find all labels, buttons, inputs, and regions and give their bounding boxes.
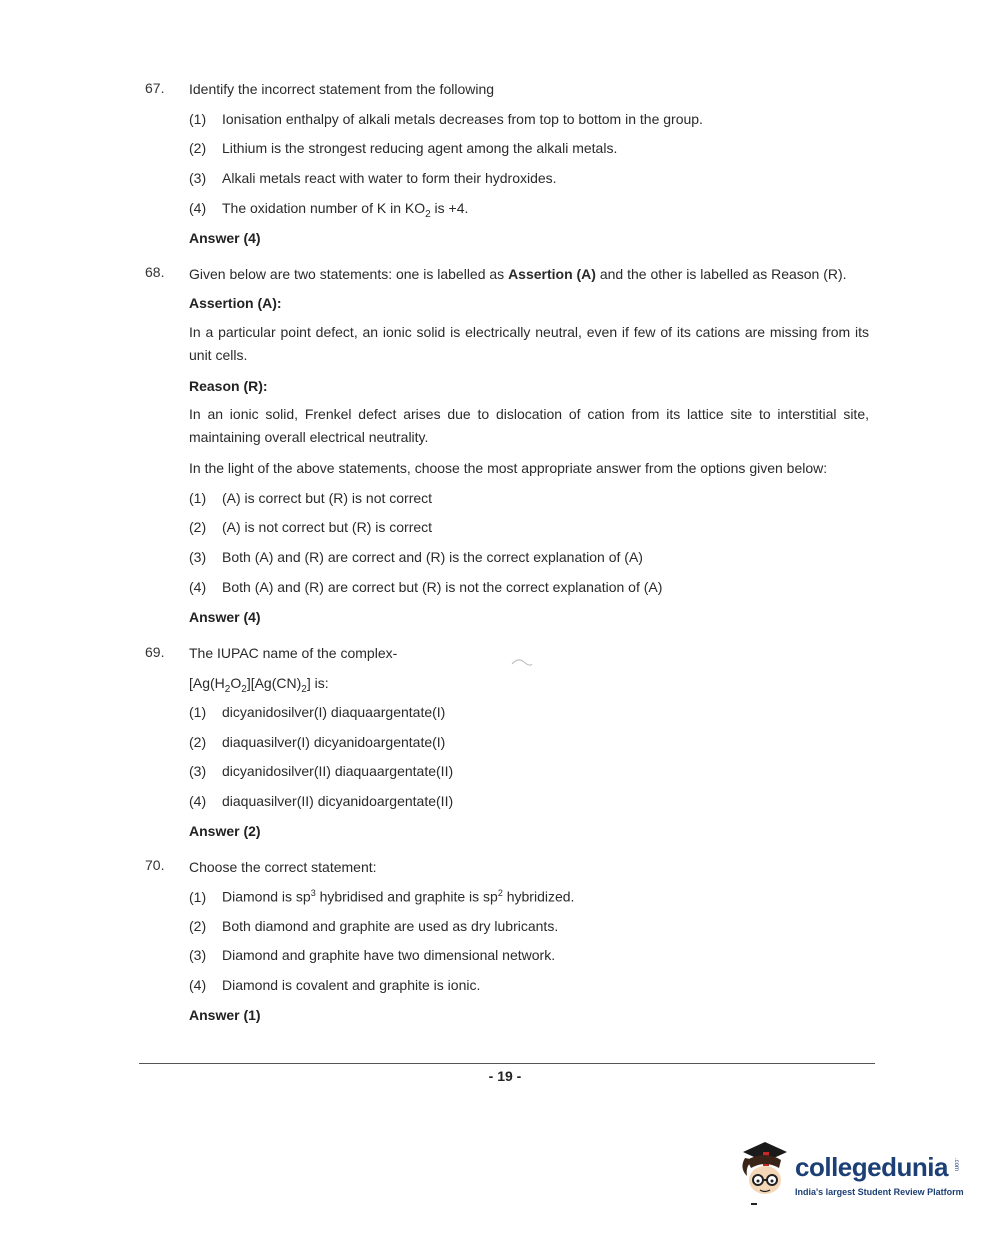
question-stem: Given below are two statements: one is labelled as Assertion (A) and the other is labelled as Reason (R). xyxy=(189,266,847,282)
option-4: (4) Both (A) and (R) are correct but (R) is not the correct explanation of (A) xyxy=(189,579,663,595)
option-1: (1) Ionisation enthalpy of alkali metals decreases from top to bottom in the group. xyxy=(189,111,703,127)
answer: Answer (4) xyxy=(189,230,261,246)
option-3: (3) Both (A) and (R) are correct and (R) is the correct explanation of (A) xyxy=(189,549,643,565)
option-2: (2) (A) is not correct but (R) is correct xyxy=(189,519,433,535)
assertion-text: In a particular point defect, an ionic solid is electrically neutral, even if few of its cations are missing from its unit cells. xyxy=(189,324,869,363)
option-4: (4) The oxidation number of K in $KO_2$ is +4. xyxy=(189,200,469,220)
option-1: (1) (A) is correct but (R) is not correct xyxy=(189,490,433,506)
brand-dotcom: .com xyxy=(953,1158,959,1172)
question-number: 67. xyxy=(145,80,165,96)
assertion-label: Assertion (A): xyxy=(189,295,282,311)
answer: Answer (1) xyxy=(189,1007,261,1023)
option-2: (2) Lithium is the strongest reducing agent among the alkali metals. xyxy=(189,140,618,156)
stray-mark-icon xyxy=(510,656,534,668)
question-number: 68. xyxy=(145,264,165,280)
instruction: In the light of the above statements, choose the most appropriate answer from the options given below: xyxy=(189,460,828,476)
option-4: (4) Diamond is covalent and graphite is ionic. xyxy=(189,977,481,993)
question-stem: The IUPAC name of the complex- xyxy=(189,645,398,661)
question-stem: Choose the correct statement: xyxy=(189,859,377,875)
complex-formula: [$Ag(H_2O_2][Ag(CN)_2]$ is: xyxy=(189,675,329,695)
page-number: - 19 - xyxy=(488,1068,522,1084)
option-1: (1) Diamond is $sp^3$ hybridised and graphite is $sp^2$ hybridized. xyxy=(189,888,575,905)
brand-name: collegedunia xyxy=(795,1152,948,1182)
answer: Answer (2) xyxy=(189,823,261,839)
option-3: (3) Alkali metals react with water to form their hydroxides. xyxy=(189,170,557,186)
reason-label: Reason (R): xyxy=(189,378,268,394)
reason-text: In an ionic solid, Frenkel defect arises due to dislocation of cation from its lattice site to interstitial site, maintaining overall electrical neutrality. xyxy=(189,406,869,445)
option-4: (4) diaquasilver(II) dicyanidoargentate(II) xyxy=(189,793,454,809)
question-number: 69. xyxy=(145,644,165,660)
option-3: (3) dicyanidosilver(II) diaquaargentate(II) xyxy=(189,763,454,779)
footer-divider xyxy=(139,1063,875,1064)
collegedunia-logo xyxy=(735,1138,965,1208)
brand-tagline: India's largest Student Review Platform xyxy=(795,1187,964,1197)
question-number: 70. xyxy=(145,857,165,873)
mascot-icon xyxy=(735,1138,795,1208)
option-2: (2) diaquasilver(I) dicyanidoargentate(I) xyxy=(189,734,446,750)
option-3: (3) Diamond and graphite have two dimensional network. xyxy=(189,947,556,963)
question-stem: Identify the incorrect statement from the following xyxy=(189,81,495,97)
answer: Answer (4) xyxy=(189,609,261,625)
option-1: (1) dicyanidosilver(I) diaquaargentate(I) xyxy=(189,704,446,720)
option-2: (2) Both diamond and graphite are used as dry lubricants. xyxy=(189,918,559,934)
